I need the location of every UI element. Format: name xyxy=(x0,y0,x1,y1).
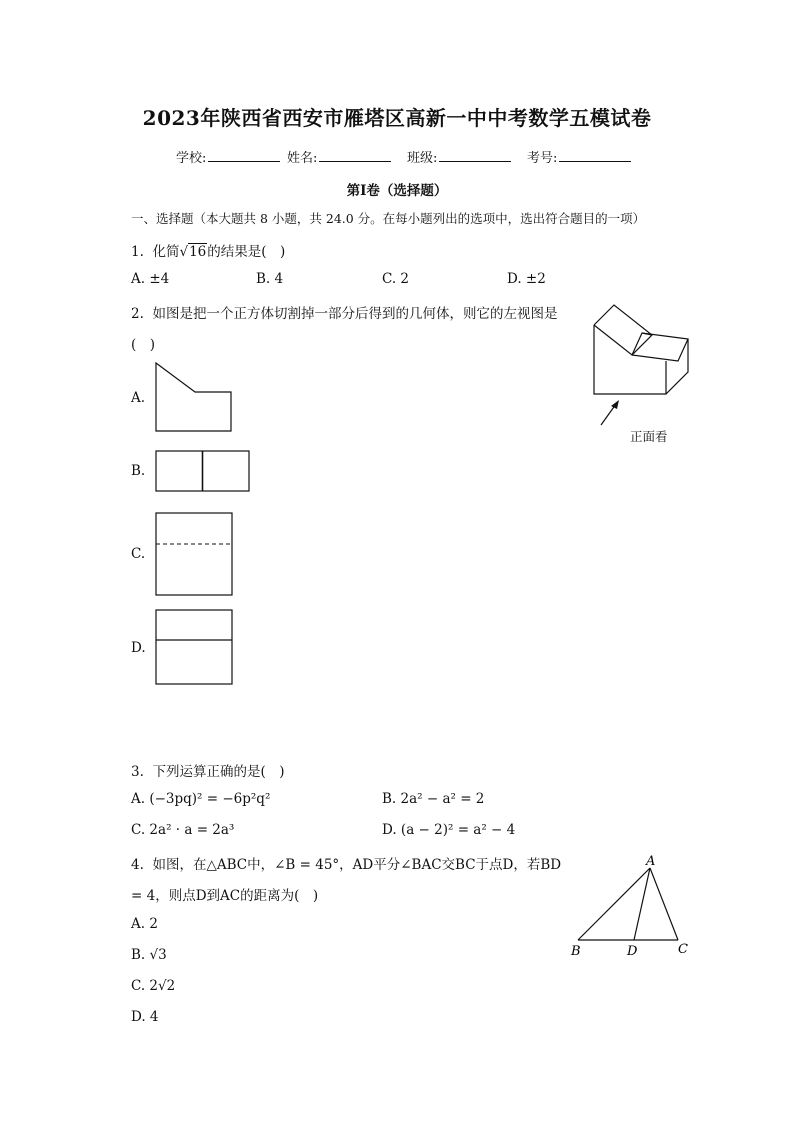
q4-label-c: C xyxy=(678,942,688,957)
name-blank[interactable] xyxy=(319,149,391,162)
exam-number-field xyxy=(527,147,635,166)
q4-label-a: A xyxy=(646,854,656,869)
school-field xyxy=(176,147,284,166)
q4-triangle-figure xyxy=(566,852,696,962)
exam-number-blank[interactable] xyxy=(559,149,631,162)
q2-solid-figure xyxy=(590,302,694,398)
q4-option-c[interactable]: C. 2√2 xyxy=(131,978,176,994)
q3-stem-text: 下列运算正确的是( ) xyxy=(152,764,285,780)
q1-option-d[interactable]: D. ±2 xyxy=(507,271,546,287)
q2-option-a-label[interactable]: A. xyxy=(131,390,146,406)
q2-number: 2. xyxy=(131,306,144,322)
q3-option-a[interactable]: A. (−3pq)² = −6p²q² xyxy=(131,791,271,807)
q3-stem xyxy=(131,760,285,780)
name-label: 姓名: xyxy=(287,151,318,166)
q4-option-a[interactable]: A. 2 xyxy=(131,916,158,932)
q3-option-b[interactable]: B. 2a² − a² = 2 xyxy=(382,791,485,807)
q2-option-a-figure[interactable] xyxy=(155,362,235,434)
section-title: 第I卷（选择题） xyxy=(346,183,448,199)
q4-label-d: D xyxy=(627,944,638,959)
q2-option-b-figure[interactable] xyxy=(155,450,251,494)
q2-view-arrow xyxy=(598,398,624,428)
class-blank[interactable] xyxy=(439,149,511,162)
part1-instruction: 一、选择题（本大题共 8 小题，共 24.0 分。在每小题列出的选项中，选出符合题目的一项） xyxy=(131,211,646,226)
q2-option-c-figure[interactable] xyxy=(155,512,235,598)
q4-option-d[interactable]: D. 4 xyxy=(131,1009,159,1025)
q3-option-c[interactable]: C. 2a² · a = 2a³ xyxy=(131,822,235,838)
q4-stem-cont: = 4，则点D到AC的距离为( ) xyxy=(131,888,319,904)
school-label: 学校: xyxy=(176,151,207,166)
q2-option-d-label[interactable]: D. xyxy=(131,640,146,656)
q2-option-c-label[interactable]: C. xyxy=(131,546,146,562)
q1-radical: √16 xyxy=(179,244,207,260)
q1-stem xyxy=(131,240,285,260)
q3-number: 3. xyxy=(131,764,144,780)
exam-number-label: 考号: xyxy=(527,151,558,166)
q4-stem xyxy=(131,853,561,873)
q2-stem-cont: ( ) xyxy=(131,337,156,353)
name-field xyxy=(287,147,395,166)
q2-figure-caption: 正面看 xyxy=(630,429,668,444)
q1-option-a[interactable]: A. ±4 xyxy=(131,271,170,287)
school-blank[interactable] xyxy=(208,149,280,162)
q3-option-d[interactable]: D. (a − 2)² = a² − 4 xyxy=(382,822,516,838)
q4-option-b[interactable]: B. √3 xyxy=(131,947,167,963)
q4-stem-text: 如图，在△ABC中，∠B = 45°，AD平分∠BAC交BC于点D，若BD xyxy=(152,857,562,873)
q2-option-b-label[interactable]: B. xyxy=(131,463,146,479)
exam-title: 2023年陕西省西安市雁塔区高新一中中考数学五模试卷 xyxy=(142,106,652,130)
q1-number: 1. xyxy=(131,244,144,260)
q1-prefix: 化简 xyxy=(152,244,180,260)
q4-number: 4. xyxy=(131,857,144,873)
q2-stem xyxy=(131,302,557,322)
q1-option-b[interactable]: B. 4 xyxy=(256,271,284,287)
class-field xyxy=(407,147,515,166)
q2-option-d-figure[interactable] xyxy=(155,609,235,687)
q1-option-c[interactable]: C. 2 xyxy=(382,271,410,287)
q4-label-b: B xyxy=(571,944,581,959)
class-label: 班级: xyxy=(407,151,438,166)
q2-stem-text: 如图是把一个正方体切割掉一部分后得到的几何体，则它的左视图是 xyxy=(152,306,558,322)
q1-suffix: 的结果是( ) xyxy=(207,244,286,260)
